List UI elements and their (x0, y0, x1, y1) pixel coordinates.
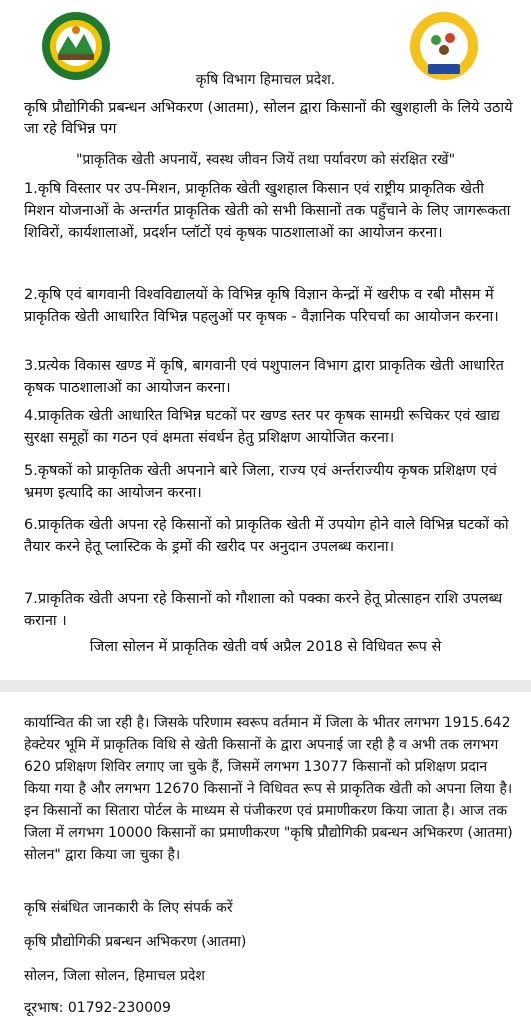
closing-line: जिला सोलन में प्राकृतिक खेती वर्ष अप्रैल 2018 से विधिवत रूप से (89, 639, 442, 655)
document-page-2 (0, 692, 531, 1024)
contact-phone: दूरभाष: 01792-230009 (24, 1000, 171, 1016)
contact-intro: कृषि संबंधित जानकारी के लिए संपर्क करें (24, 900, 233, 916)
document-heading: कृषि प्रौद्योगिकी प्रबन्धन अभिकरण (आतमा), सोलन द्वारा किसानों की खुशहाली के लिये उठाये जा रहे विभिन्न पग (24, 100, 513, 137)
department-title: कृषि विभाग हिमाचल प्रदेश. (195, 72, 336, 88)
list-item: 4.प्राकृतिक खेती आधारित विभिन्न घटकों पर खण्ड स्तर पर कृषक सामग्री रूचिकर एवं खाद्य सुरक्षा समूहों का गठन एवं क्षमता संवर्धन हेतु प्रशिक्षण आयोजित करना। (24, 408, 500, 446)
contact-organization: कृषि प्रौद्योगिकी प्रबन्धन अभिकरण (आतमा) (24, 934, 247, 950)
results-paragraph: कार्यान्वित की जा रही है। जिसके परिणाम स्वरूप वर्तमान में जिला के भीतर लगभग 1915.642 हेक्टेयर भूमि में प्राकृतिक विधि से खेती किसानों के द्वारा अपनाई जा रही है व अभी तक लगभग 620 प्रशिक्षण शिविर लगाए जा चुके हैं, जिसमें लगभग 13077 किसानों को प्रशिक्षण प्रदान किया गया है और लगभग 12670 किसानों ने विधिवत रूप से प्राकृतिक खेती को अपना लिया है। इन किसानों का सितारा पोर्टल के माध्यम से पंजीकरण एवं प्रमाणीकरण किया जाता है। आज तक जिला में लगभग 10000 किसानों का प्रमाणीकरण "कृषि प्रौद्योगिकी प्रबन्धन अभिकरण (आतमा) सोलन" द्वारा किया जा चुका है। (24, 715, 513, 863)
slogan: "प्राकृतिक खेती अपनायें, स्वस्थ जीवन जियें तथा पर्यावरण को संरक्षित रखें" (75, 152, 456, 168)
list-item: 6.प्राकृतिक खेती अपना रहे किसानों को प्राकृतिक खेती में उपयोग होने वाले विभिन्न घटकों को तैयार करने हेतू प्लास्टिक के ड्रमों की खरीद पर अनुदान उपलब्ध कराना। (24, 517, 509, 555)
list-item: 2.कृषि एवं बागवानी विश्वविद्यालयों के विभिन्न कृषि विज्ञान केन्द्रों में खरीफ व रबी मौसम में प्राकृतिक खेती आधारित विभिन्न पहलुओं पर कृषक - वैज्ञानिक परिचर्चा का आयोजन करना। (24, 287, 499, 325)
list-item: 3.प्रत्येक विकास खण्ड में कृषि, बागवानी एवं पशुपालन विभाग द्वारा प्राकृतिक खेती आधारित कृषक पाठशालाओं का आयोजन करना। (24, 358, 504, 396)
contact-address: सोलन, जिला सोलन, हिमाचल प्रदेश (24, 968, 205, 984)
page-separator (0, 680, 531, 692)
list-item: 1.कृषि विस्तार पर उप-मिशन, प्राकृतिक खेती खुशहाल किसान एवं राष्ट्रीय प्राकृतिक खेती मिशन योजनाओं के अन्तर्गत प्राकृतिक खेती को सभी किसानों तक पहुँचाने के लिए जागरूकता शिविरों, कार्यशालाओं, प्रदर्शन प्लॉटों एवं कृषक पाठशालाओं का आयोजन करना। (24, 181, 511, 241)
list-item: 7.प्राकृतिक खेती अपना रहे किसानों को गौशाला को पक्का करने हेतू प्रोत्साहन राशि उपलब्ध कराना । (24, 591, 503, 629)
list-item: 5.कृषकों को प्राकृतिक खेती अपनाने बारे जिला, राज्य एवं अर्न्तराज्यीय कृषक प्रशिक्षण एवं भ्रमण इत्यादि का आयोजन करना। (24, 463, 497, 501)
